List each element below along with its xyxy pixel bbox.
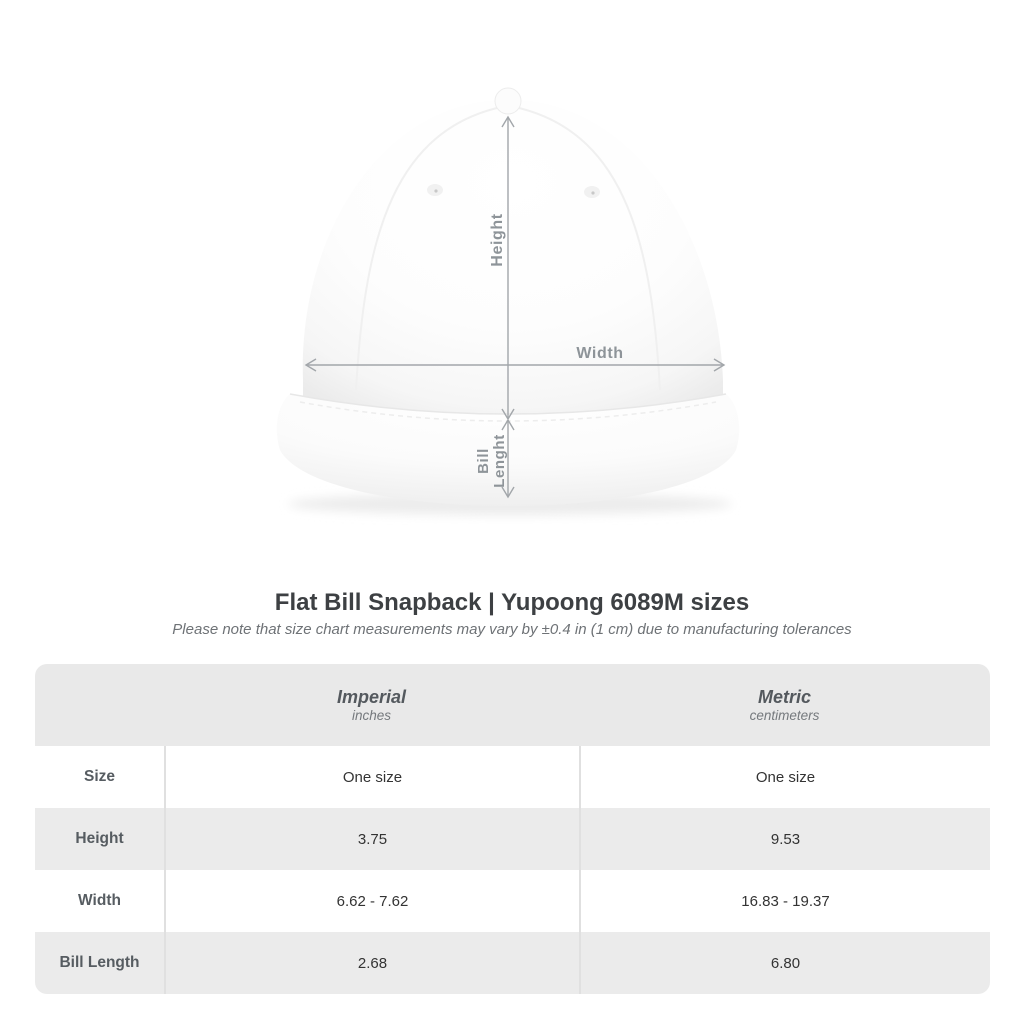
- metric-value: 9.53: [579, 808, 990, 870]
- row-label: Height: [75, 830, 124, 847]
- table-row: [35, 870, 990, 932]
- metric-column-label: Metric: [757, 686, 811, 707]
- heading: [0, 589, 1024, 638]
- row-label: Width: [78, 892, 121, 909]
- hat-eyelet-right: [584, 186, 600, 198]
- table-row: [35, 808, 990, 870]
- imperial-value: 3.75: [164, 808, 579, 870]
- bill-length-dimension-label: [476, 434, 508, 488]
- tolerance-note: Please note that size chart measurements may vary by ±0.4 in (1 cm) due to manufacturing tolerances: [172, 621, 852, 638]
- imperial-column-sublabel: inches: [351, 707, 392, 723]
- hat-button: [495, 88, 521, 114]
- bill-length-label-line1: Bill: [475, 448, 492, 474]
- imperial-value: 6.62 - 7.62: [164, 870, 579, 932]
- table-header: [35, 664, 990, 746]
- hat-eyelet-left: [427, 184, 443, 196]
- page-title: Flat Bill Snapback | Yupoong 6089M sizes: [274, 589, 750, 616]
- metric-column-sublabel: centimeters: [749, 707, 820, 723]
- imperial-value: One size: [164, 746, 579, 808]
- imperial-column-header: [164, 664, 579, 746]
- table-row: [35, 746, 990, 808]
- width-dimension-label: Width: [576, 345, 624, 362]
- table-row: [35, 932, 990, 994]
- corner-cell: [35, 664, 164, 746]
- metric-value: 6.80: [579, 932, 990, 994]
- row-label: Bill Length: [59, 954, 140, 971]
- metric-value: One size: [579, 746, 990, 808]
- metric-value: 16.83 - 19.37: [579, 870, 990, 932]
- imperial-value: 2.68: [164, 932, 579, 994]
- imperial-column-label: Imperial: [336, 686, 407, 707]
- hat-image: [268, 80, 748, 525]
- bill-length-label-line2: Lenght: [491, 434, 508, 488]
- metric-column-header: [579, 664, 990, 746]
- height-dimension-label: Height: [489, 213, 506, 267]
- row-label: Size: [83, 768, 115, 785]
- size-table: [35, 664, 990, 994]
